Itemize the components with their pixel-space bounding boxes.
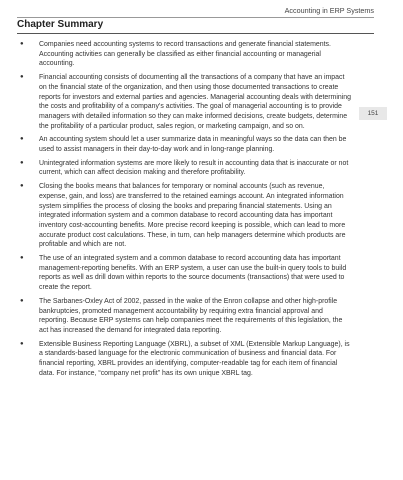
- page-number: 151: [359, 107, 387, 120]
- list-item-text: The Sarbanes-Oxley Act of 2002, passed in the wake of the Enron collapse and other high-profile bankruptcies, promoted management accountability by requiring extra financial approval and reporting. Because ERP systems can help companies meet the requirements of this legislation, the act has increased the demand for integrated data reporting.: [39, 297, 343, 334]
- title-divider: [17, 33, 374, 34]
- list-item-text: An accounting system should let a user summarize data in meaningful ways so the data can then be used to assist managers in their day-to-day work and in long-range planning.: [39, 136, 347, 154]
- bullet-icon: ●: [20, 183, 24, 190]
- list-item: [17, 40, 352, 69]
- header-divider: [17, 17, 374, 18]
- list-item-text: Unintegrated information systems are more likely to result in accounting data that is inaccurate or not current, which can affect decision making and therefore profitability.: [39, 159, 349, 177]
- bullet-icon: ●: [20, 74, 24, 81]
- list-item: [17, 159, 352, 178]
- summary-list: [17, 40, 352, 383]
- list-item-text: Closing the books means that balances for temporary or nominal accounts (such as revenue, expense, gain, and loss) are transferred to the retained earnings account. An integrated information system simplifies the process of closing the books and preparing financial statements. Using an integrated information system and a common database to record accounting data has important inventory cost-accounting benefits. More precise record keeping is possible, which can lead to more accurate product cost calculations. These, in turn, can help managers determine which products are profitable and which are not.: [39, 183, 346, 249]
- bullet-icon: ●: [20, 41, 24, 47]
- list-item: [17, 135, 352, 154]
- bullet-icon: ●: [20, 297, 24, 304]
- bullet-icon: ●: [20, 255, 24, 262]
- list-item: [17, 297, 352, 336]
- list-item: [17, 73, 352, 131]
- list-item-text: The use of an integrated system and a common database to record accounting data has important management-reporting benefits. With an ERP system, a user can use the built-in query tools to build reports as well as drill down within reports to the source documents (transactions) that were used to create the report.: [39, 255, 347, 292]
- list-item: [17, 254, 352, 293]
- list-item: [17, 340, 352, 379]
- list-item-text: Extensible Business Reporting Language (XBRL), a subset of XML (Extensible Markup Language), is a standards-based language for the electronic communication of business and financial data. For financial reporting, XBRL provides an identifying, computer-readable tag for each item of financial data. For instance, “company net profit” has its own unique XBRL tag.: [39, 340, 350, 377]
- running-header: Accounting in ERP Systems: [284, 6, 374, 15]
- section-title: Chapter Summary: [17, 19, 104, 30]
- bullet-icon: ●: [20, 159, 24, 166]
- list-item-text: Companies need accounting systems to record transactions and generate financial statements. Accounting activities can generally be classified as either financial accounting or managerial accounting.: [39, 41, 331, 68]
- bullet-icon: ●: [20, 340, 24, 347]
- list-item: [17, 182, 352, 250]
- bullet-icon: ●: [20, 136, 24, 143]
- list-item-text: Financial accounting consists of documenting all the transactions of a company that have an impact on the financial state of the organization, and then using those documented transactions to create reports for investors and external parties and agencies. Managerial accounting deals with determining the costs and profitability of a company’s activities. The goal of managerial accounting is to provide managers with detailed information so they can make informed decisions, create budgets, determine the profitability of a particular product, sales region, or marketing campaign, and so on.: [39, 74, 351, 130]
